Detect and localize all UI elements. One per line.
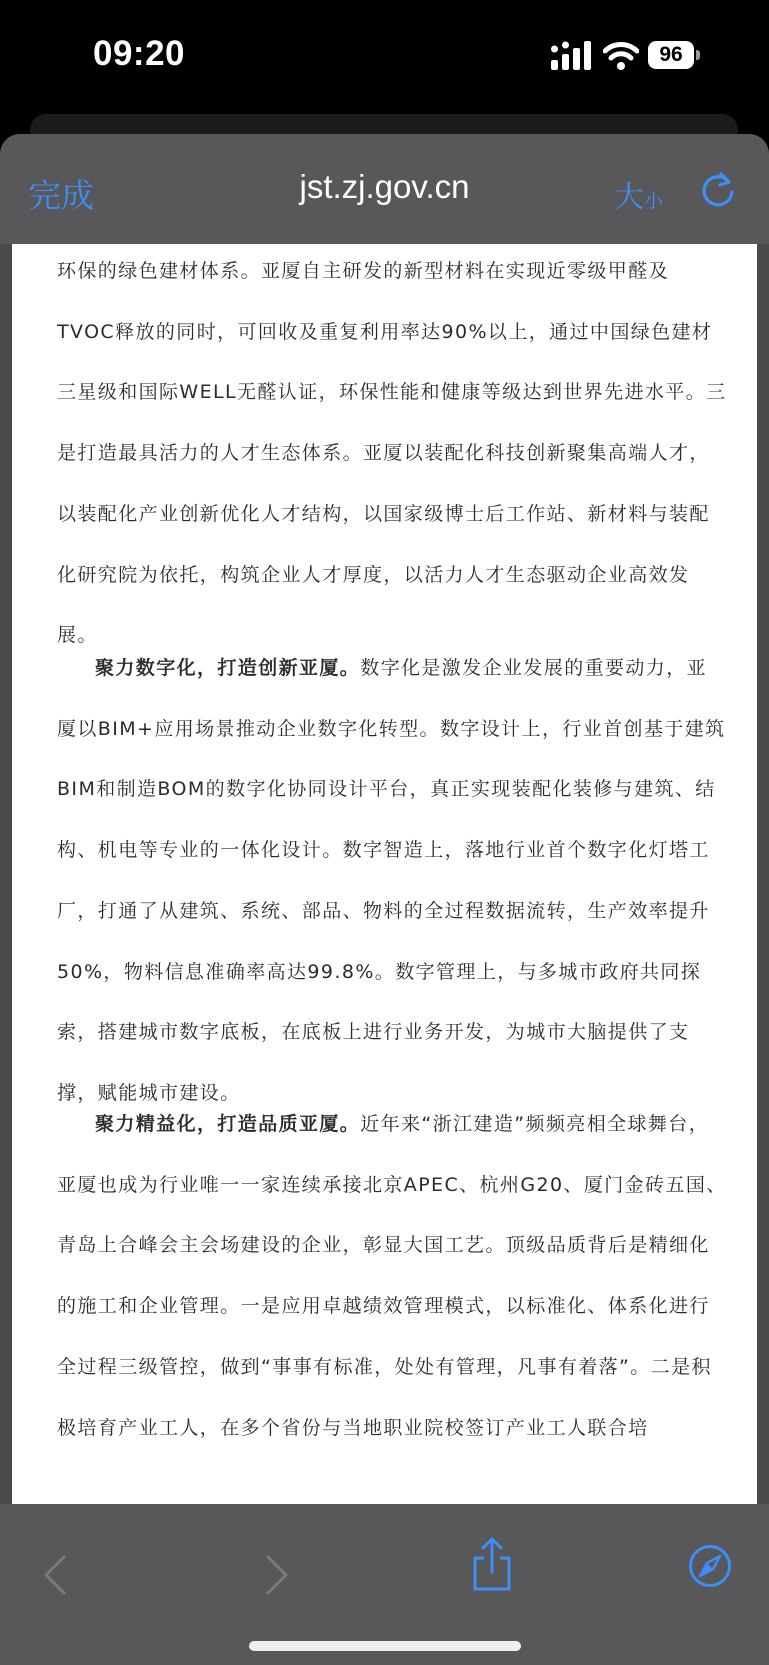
- reload-icon[interactable]: [698, 170, 738, 212]
- battery-icon: [648, 41, 700, 69]
- back-icon[interactable]: [42, 1554, 68, 1596]
- text-size-big: 大: [614, 180, 644, 215]
- paragraph-1: 环保的绿色建材体系。亚厦自主研发的新型材料在实现近零级甲醛及TVOC释放的同时，可回收及重复利用率达90%以上，通过中国绿色建材三星级和国际WELL无醛认证，环保性能和健康等级达到世界先进水平。三是打造最具活力的人才生态体系。亚厦以装配化科技创新聚集高端人才，以装配化产业创新优化人才结构，以国家级博士后工作站、新材料与装配化研究院为依托，构筑企业人才厚度，以活力人才生态驱动企业高效发展。: [57, 260, 727, 647]
- status-bar: [0, 0, 769, 115]
- wifi-icon: [603, 40, 639, 70]
- top-bar: [0, 134, 769, 244]
- paragraph-3-text: 近年来“浙江建造”频频亮相全球舞台，亚厦也成为行业唯一一家连续承接北京APEC、杭州G20、厦门金砖五国、青岛上合峰会主会场建设的企业，彰显大国工艺。顶级品质背后是精细化的施工和企业管理。一是应用卓越绩效管理模式，以标准化、体系化进行全过程三级管控，做到“事事有标准，处处有管理，凡事有着落”。二是积极培育产业工人，在多个省份与当地职业院校签订产业工人联合培: [57, 1113, 727, 1439]
- cellular-signal-icon: [551, 40, 593, 70]
- forward-icon[interactable]: [264, 1554, 290, 1596]
- battery-level: 96: [648, 41, 694, 69]
- text-size-small: 小: [644, 190, 664, 212]
- home-indicator: [249, 1641, 521, 1651]
- done-button[interactable]: 完成: [28, 176, 94, 215]
- paragraph-2-text: 数字化是激发企业发展的重要动力，亚厦以BIM+应用场景推动企业数字化转型。数字设计上，行业首创基于建筑BIM和制造BOM的数字化协同设计平台，真正实现装配化装修与建筑、结构、机电等专业的一体化设计。数字智造上，落地行业首个数字化灯塔工厂，打通了从建筑、系统、部品、物料的全过程数据流转，生产效率提升50%，物料信息准确率高达99.8%。数字管理上，与多城市政府共同探索，搭建城市数字底板，在底板上进行业务开发，为城市大脑提供了支撑，赋能城市建设。: [57, 657, 726, 1104]
- url-title: jst.zj.gov.cn: [299, 168, 470, 205]
- article-content[interactable]: [12, 244, 757, 1504]
- share-icon[interactable]: [470, 1536, 514, 1592]
- paragraph-3-heading: 聚力精益化，打造品质亚厦。: [95, 1113, 361, 1135]
- status-time: 09:20: [93, 34, 186, 73]
- paragraph-2-heading: 聚力数字化，打造创新亚厦。: [95, 657, 361, 679]
- safari-view-sheet: [0, 134, 769, 1665]
- paragraph-2: [57, 638, 727, 1124]
- paragraph-3: [57, 1094, 727, 1458]
- text-size-button[interactable]: [614, 172, 663, 216]
- compass-icon[interactable]: [688, 1544, 732, 1588]
